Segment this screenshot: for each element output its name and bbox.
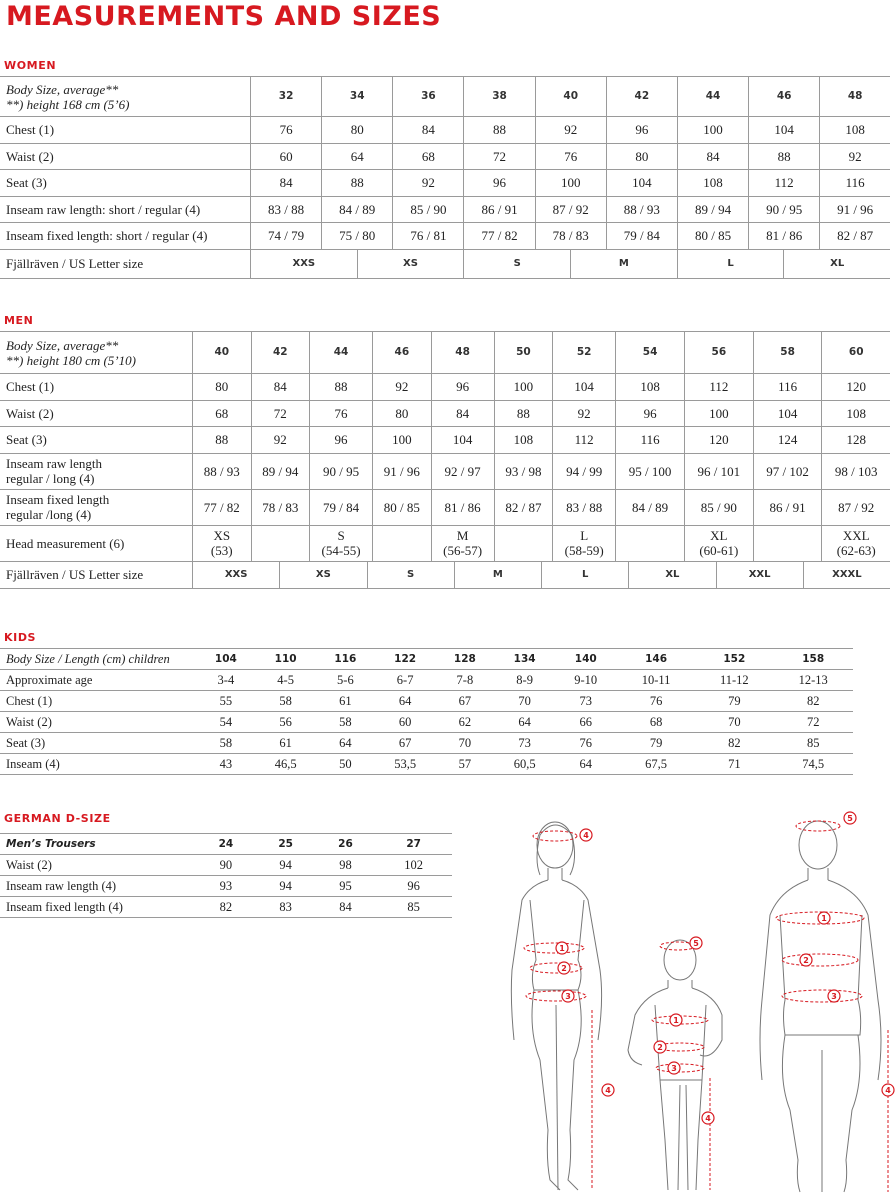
head-range: (53) <box>210 543 233 558</box>
size-header: 48 <box>431 332 494 374</box>
table-cell: 94 <box>256 876 316 897</box>
table-cell: 79 <box>695 691 773 712</box>
size-header: 42 <box>606 77 677 117</box>
size-header: 24 <box>196 834 256 855</box>
table-cell: 72 <box>464 143 535 170</box>
letter-size: XXL <box>717 562 804 588</box>
table-cell: 108 <box>494 427 553 454</box>
table-cell: 92 <box>820 143 890 170</box>
men-heading: MEN <box>4 314 34 327</box>
table-cell: 88 <box>322 170 393 197</box>
table-cell: 92 <box>373 374 432 401</box>
measurement-marker-number: 3 <box>671 1064 677 1073</box>
table-cell: 64 <box>495 712 555 733</box>
size-header: 32 <box>251 77 322 117</box>
size-header: 52 <box>553 332 616 374</box>
measurement-marker-number: 2 <box>561 964 567 973</box>
row-label: Waist (2) <box>0 400 193 427</box>
head-range: (60-61) <box>699 543 739 558</box>
table-cell: 90 <box>196 855 256 876</box>
women-heading: WOMEN <box>4 59 57 72</box>
head-range: (62-63) <box>836 543 876 558</box>
head-size: XS <box>213 528 231 543</box>
table-cell: 102 <box>375 855 452 876</box>
row-label: Fjällräven / US Letter size <box>0 561 193 588</box>
table-cell: 72 <box>773 712 853 733</box>
table-cell: 80 <box>373 400 432 427</box>
table-cell: 74,5 <box>773 754 853 775</box>
letter-size-row <box>193 561 891 588</box>
table-cell: 104 <box>753 400 822 427</box>
letter-size: L <box>542 562 629 588</box>
body-measurement-figures <box>500 800 896 1200</box>
table-cell: 85 <box>773 733 853 754</box>
table-cell: 83 / 88 <box>553 489 616 525</box>
header-label-line: Body Size, average** <box>6 337 119 353</box>
table-cell: 80 <box>322 117 393 144</box>
row-label-line: regular /long (4) <box>6 507 92 522</box>
size-header: 104 <box>196 649 256 670</box>
german-size-table <box>0 833 452 918</box>
letter-size: XXS <box>193 562 280 588</box>
table-cell: 78 / 83 <box>251 489 310 525</box>
table-cell: 12-13 <box>773 670 853 691</box>
table-cell: 76 <box>310 400 373 427</box>
table-cell: 75 / 80 <box>322 223 393 250</box>
size-header: 40 <box>193 332 252 374</box>
table-cell: 10-11 <box>617 670 695 691</box>
size-header: 110 <box>256 649 316 670</box>
letter-size: XL <box>830 258 845 269</box>
letter-size: L <box>678 250 785 278</box>
head-size-cell <box>822 525 890 561</box>
size-header: 116 <box>316 649 376 670</box>
row-label: Inseam raw length (4) <box>0 876 196 897</box>
table-cell: 100 <box>373 427 432 454</box>
size-header: 38 <box>464 77 535 117</box>
table-cell: 112 <box>684 374 753 401</box>
head-size-cell <box>684 525 753 561</box>
table-cell: 64 <box>375 691 435 712</box>
table-cell: 61 <box>256 733 316 754</box>
table-cell: 84 <box>393 117 464 144</box>
size-header: 50 <box>494 332 553 374</box>
table-cell: 68 <box>393 143 464 170</box>
measurement-marker-number: 5 <box>693 939 699 948</box>
size-header: 146 <box>617 649 695 670</box>
size-header-label <box>0 77 251 117</box>
row-label: Head measurement (6) <box>0 525 193 561</box>
table-cell: 80 <box>193 374 252 401</box>
table-cell: 66 <box>555 712 617 733</box>
table-cell: 112 <box>749 170 820 197</box>
men-size-table <box>0 331 890 589</box>
row-label <box>0 453 193 489</box>
german-heading: GERMAN D-SIZE <box>4 812 111 825</box>
measurement-marker-number: 2 <box>657 1043 663 1052</box>
letter-size: XS <box>358 250 465 278</box>
head-size: S <box>337 528 345 543</box>
table-cell: 60 <box>375 712 435 733</box>
table-cell: 64 <box>555 754 617 775</box>
size-header: 56 <box>684 332 753 374</box>
row-label: Inseam (4) <box>0 754 196 775</box>
row-label: Seat (3) <box>0 427 193 454</box>
table-cell: 74 / 79 <box>251 223 322 250</box>
table-cell: 85 / 90 <box>684 489 753 525</box>
table-cell: 98 <box>316 855 376 876</box>
row-label: Waist (2) <box>0 855 196 876</box>
table-cell: 84 <box>316 897 376 918</box>
table-cell: 91 / 96 <box>373 453 432 489</box>
size-header: 134 <box>495 649 555 670</box>
table-cell: 62 <box>435 712 495 733</box>
size-header: 34 <box>322 77 393 117</box>
table-cell: 46,5 <box>256 754 316 775</box>
table-cell: 128 <box>822 427 890 454</box>
table-cell: 7-8 <box>435 670 495 691</box>
size-header: 54 <box>616 332 685 374</box>
table-cell: 84 <box>431 400 494 427</box>
table-cell: 92 <box>535 117 606 144</box>
table-cell: 95 / 100 <box>616 453 685 489</box>
table-cell: 80 <box>606 143 677 170</box>
table-cell: 43 <box>196 754 256 775</box>
head-size-cell <box>494 525 553 561</box>
table-cell: 64 <box>322 143 393 170</box>
size-header-label <box>0 332 193 374</box>
size-header: 25 <box>256 834 316 855</box>
table-cell: 85 <box>375 897 452 918</box>
table-cell: 116 <box>616 427 685 454</box>
table-cell: 104 <box>553 374 616 401</box>
table-cell: 80 / 85 <box>373 489 432 525</box>
size-header: 44 <box>677 77 748 117</box>
table-cell: 82 / 87 <box>494 489 553 525</box>
table-cell: 64 <box>316 733 376 754</box>
size-header-label: Body Size / Length (cm) children <box>0 649 196 670</box>
table-cell: 83 <box>256 897 316 918</box>
header-label-line: **) height 180 cm (5’10) <box>6 352 136 368</box>
table-cell: 108 <box>822 400 890 427</box>
size-header: 58 <box>753 332 822 374</box>
table-cell: 5-6 <box>316 670 376 691</box>
row-label <box>0 489 193 525</box>
head-size: XL <box>710 528 728 543</box>
row-label: Inseam fixed length (4) <box>0 897 196 918</box>
head-size-cell <box>251 525 310 561</box>
head-range: (56-57) <box>443 543 483 558</box>
table-cell: 78 / 83 <box>535 223 606 250</box>
table-cell: 96 <box>606 117 677 144</box>
table-cell: 84 / 89 <box>616 489 685 525</box>
measurement-marker-number: 3 <box>831 992 837 1001</box>
table-cell: 100 <box>677 117 748 144</box>
table-cell: 79 <box>617 733 695 754</box>
table-cell: 108 <box>677 170 748 197</box>
row-label: Chest (1) <box>0 691 196 712</box>
row-label-line: Inseam fixed length <box>6 492 110 507</box>
table-cell: 92 <box>553 400 616 427</box>
table-cell: 73 <box>495 733 555 754</box>
measurement-marker-number: 3 <box>565 992 571 1001</box>
table-cell: 67,5 <box>617 754 695 775</box>
table-cell: 88 <box>749 143 820 170</box>
row-label: Seat (3) <box>0 733 196 754</box>
table-cell: 83 / 88 <box>251 196 322 223</box>
table-cell: 77 / 82 <box>464 223 535 250</box>
table-cell: 70 <box>695 712 773 733</box>
table-cell: 4-5 <box>256 670 316 691</box>
table-cell: 67 <box>435 691 495 712</box>
row-label: Chest (1) <box>0 374 193 401</box>
table-cell: 50 <box>316 754 376 775</box>
measurement-marker-number: 4 <box>705 1114 711 1123</box>
table-cell: 104 <box>431 427 494 454</box>
size-header: 152 <box>695 649 773 670</box>
table-cell: 76 <box>251 117 322 144</box>
size-header: 128 <box>435 649 495 670</box>
header-label-line: **) height 168 cm (5’6) <box>6 96 130 112</box>
head-size-cell <box>431 525 494 561</box>
table-cell: 108 <box>616 374 685 401</box>
row-label: Approximate age <box>0 670 196 691</box>
table-cell: 79 / 84 <box>606 223 677 250</box>
head-size-cell <box>616 525 685 561</box>
table-cell: 76 / 81 <box>393 223 464 250</box>
table-cell: 96 / 101 <box>684 453 753 489</box>
size-header: 48 <box>820 77 890 117</box>
table-cell: 67 <box>375 733 435 754</box>
table-cell: 94 / 99 <box>553 453 616 489</box>
table-cell: 82 <box>695 733 773 754</box>
measurement-marker-number: 5 <box>847 814 853 823</box>
table-cell: 100 <box>494 374 553 401</box>
measurement-marker-number: 1 <box>559 944 565 953</box>
size-header-label: Men’s Trousers <box>0 834 196 855</box>
measurement-marker-number: 4 <box>583 831 589 840</box>
letter-size: XXXL <box>832 569 862 580</box>
table-cell: 70 <box>435 733 495 754</box>
table-cell: 88 <box>494 400 553 427</box>
table-cell: 88 / 93 <box>193 453 252 489</box>
table-cell: 60 <box>251 143 322 170</box>
table-cell: 87 / 92 <box>535 196 606 223</box>
table-cell: 96 <box>616 400 685 427</box>
table-cell: 86 / 91 <box>464 196 535 223</box>
women-size-table <box>0 76 890 279</box>
table-cell: 108 <box>820 117 890 144</box>
table-cell: 6-7 <box>375 670 435 691</box>
table-cell: 55 <box>196 691 256 712</box>
table-cell: 88 <box>193 427 252 454</box>
table-cell: 97 / 102 <box>753 453 822 489</box>
table-cell: 89 / 94 <box>677 196 748 223</box>
size-header: 122 <box>375 649 435 670</box>
table-cell: 89 / 94 <box>251 453 310 489</box>
table-cell: 80 / 85 <box>677 223 748 250</box>
head-size-cell <box>193 525 252 561</box>
letter-size: M <box>571 250 678 278</box>
head-size: M <box>456 528 469 543</box>
row-label: Inseam fixed length: short / regular (4) <box>0 223 251 250</box>
table-cell: 100 <box>535 170 606 197</box>
table-cell: 79 / 84 <box>310 489 373 525</box>
table-cell: 116 <box>753 374 822 401</box>
table-cell: 90 / 95 <box>310 453 373 489</box>
size-header: 46 <box>749 77 820 117</box>
table-cell: 76 <box>617 691 695 712</box>
table-cell: 93 <box>196 876 256 897</box>
size-header: 40 <box>535 77 606 117</box>
table-cell: 98 / 103 <box>822 453 890 489</box>
table-cell: 92 <box>393 170 464 197</box>
row-label: Chest (1) <box>0 117 251 144</box>
table-cell: 81 / 86 <box>749 223 820 250</box>
table-cell: 82 <box>196 897 256 918</box>
size-header: 44 <box>310 332 373 374</box>
letter-size: M <box>455 562 542 588</box>
letter-size: XS <box>280 562 367 588</box>
head-size: XXL <box>842 528 870 543</box>
table-cell: 71 <box>695 754 773 775</box>
table-cell: 88 / 93 <box>606 196 677 223</box>
table-cell: 81 / 86 <box>431 489 494 525</box>
table-cell: 57 <box>435 754 495 775</box>
head-size-cell <box>310 525 373 561</box>
table-cell: 76 <box>535 143 606 170</box>
table-cell: 60,5 <box>495 754 555 775</box>
head-size-cell <box>753 525 822 561</box>
table-cell: 96 <box>310 427 373 454</box>
table-cell: 3-4 <box>196 670 256 691</box>
letter-size: S <box>464 250 571 278</box>
table-cell: 92 <box>251 427 310 454</box>
table-cell: 70 <box>495 691 555 712</box>
table-cell: 92 / 97 <box>431 453 494 489</box>
table-cell: 96 <box>464 170 535 197</box>
man-figure <box>760 821 881 1192</box>
table-cell: 84 <box>677 143 748 170</box>
measurement-marker-number: 4 <box>885 1086 891 1095</box>
letter-size: XXS <box>251 250 358 278</box>
measurement-marker-number: 1 <box>673 1016 679 1025</box>
table-cell: 124 <box>753 427 822 454</box>
row-label: Inseam raw length: short / regular (4) <box>0 196 251 223</box>
table-cell: 88 <box>310 374 373 401</box>
table-cell: 56 <box>256 712 316 733</box>
table-cell: 58 <box>196 733 256 754</box>
size-header: 140 <box>555 649 617 670</box>
table-cell: 94 <box>256 855 316 876</box>
table-cell: 96 <box>375 876 452 897</box>
size-header: 158 <box>773 649 853 670</box>
measurement-marker-number: 2 <box>803 956 809 965</box>
table-cell: 84 / 89 <box>322 196 393 223</box>
table-cell: 87 / 92 <box>822 489 890 525</box>
measurement-marker-number: 1 <box>821 914 827 923</box>
head-range: (58-59) <box>564 543 604 558</box>
table-cell: 104 <box>749 117 820 144</box>
table-cell: 54 <box>196 712 256 733</box>
kids-heading: KIDS <box>4 631 37 644</box>
table-cell: 120 <box>822 374 890 401</box>
head-range: (54-55) <box>321 543 361 558</box>
head-size-cell <box>373 525 432 561</box>
row-label: Waist (2) <box>0 143 251 170</box>
table-cell: 104 <box>606 170 677 197</box>
table-cell: 68 <box>193 400 252 427</box>
table-cell: 58 <box>256 691 316 712</box>
table-cell: 95 <box>316 876 376 897</box>
table-cell: 84 <box>251 374 310 401</box>
page-title: MEASUREMENTS AND SIZES <box>6 1 442 32</box>
table-cell: 73 <box>555 691 617 712</box>
header-label-line: Body Size, average** <box>6 81 119 97</box>
size-header: 27 <box>375 834 452 855</box>
table-cell: 82 <box>773 691 853 712</box>
table-cell: 96 <box>431 374 494 401</box>
table-cell: 68 <box>617 712 695 733</box>
table-cell: 8-9 <box>495 670 555 691</box>
table-cell: 91 / 96 <box>820 196 890 223</box>
row-label-line: Inseam raw length <box>6 456 103 471</box>
letter-size: S <box>368 562 455 588</box>
table-cell: 85 / 90 <box>393 196 464 223</box>
table-cell: 112 <box>553 427 616 454</box>
table-cell: 11-12 <box>695 670 773 691</box>
table-cell: 88 <box>464 117 535 144</box>
measurement-marker-number: 4 <box>605 1086 611 1095</box>
table-cell: 58 <box>316 712 376 733</box>
letter-size: XL <box>629 562 716 588</box>
head-size: L <box>580 528 589 543</box>
letter-size-row <box>251 249 891 278</box>
table-cell: 120 <box>684 427 753 454</box>
kids-size-table <box>0 648 853 775</box>
table-cell: 77 / 82 <box>193 489 252 525</box>
row-label-line: regular / long (4) <box>6 471 95 486</box>
table-cell: 93 / 98 <box>494 453 553 489</box>
table-cell: 53,5 <box>375 754 435 775</box>
head-size-cell <box>553 525 616 561</box>
row-label: Fjällräven / US Letter size <box>0 249 251 278</box>
size-header: 26 <box>316 834 376 855</box>
table-cell: 76 <box>555 733 617 754</box>
table-cell: 72 <box>251 400 310 427</box>
row-label: Seat (3) <box>0 170 251 197</box>
table-cell: 9-10 <box>555 670 617 691</box>
table-cell: 61 <box>316 691 376 712</box>
table-cell: 82 / 87 <box>820 223 890 250</box>
row-label: Waist (2) <box>0 712 196 733</box>
table-cell: 86 / 91 <box>753 489 822 525</box>
table-cell: 90 / 95 <box>749 196 820 223</box>
size-header: 42 <box>251 332 310 374</box>
table-cell: 84 <box>251 170 322 197</box>
size-header: 46 <box>373 332 432 374</box>
woman-figure <box>511 822 601 1190</box>
table-cell: 116 <box>820 170 890 197</box>
table-cell: 100 <box>684 400 753 427</box>
size-header: 60 <box>822 332 890 374</box>
size-header: 36 <box>393 77 464 117</box>
